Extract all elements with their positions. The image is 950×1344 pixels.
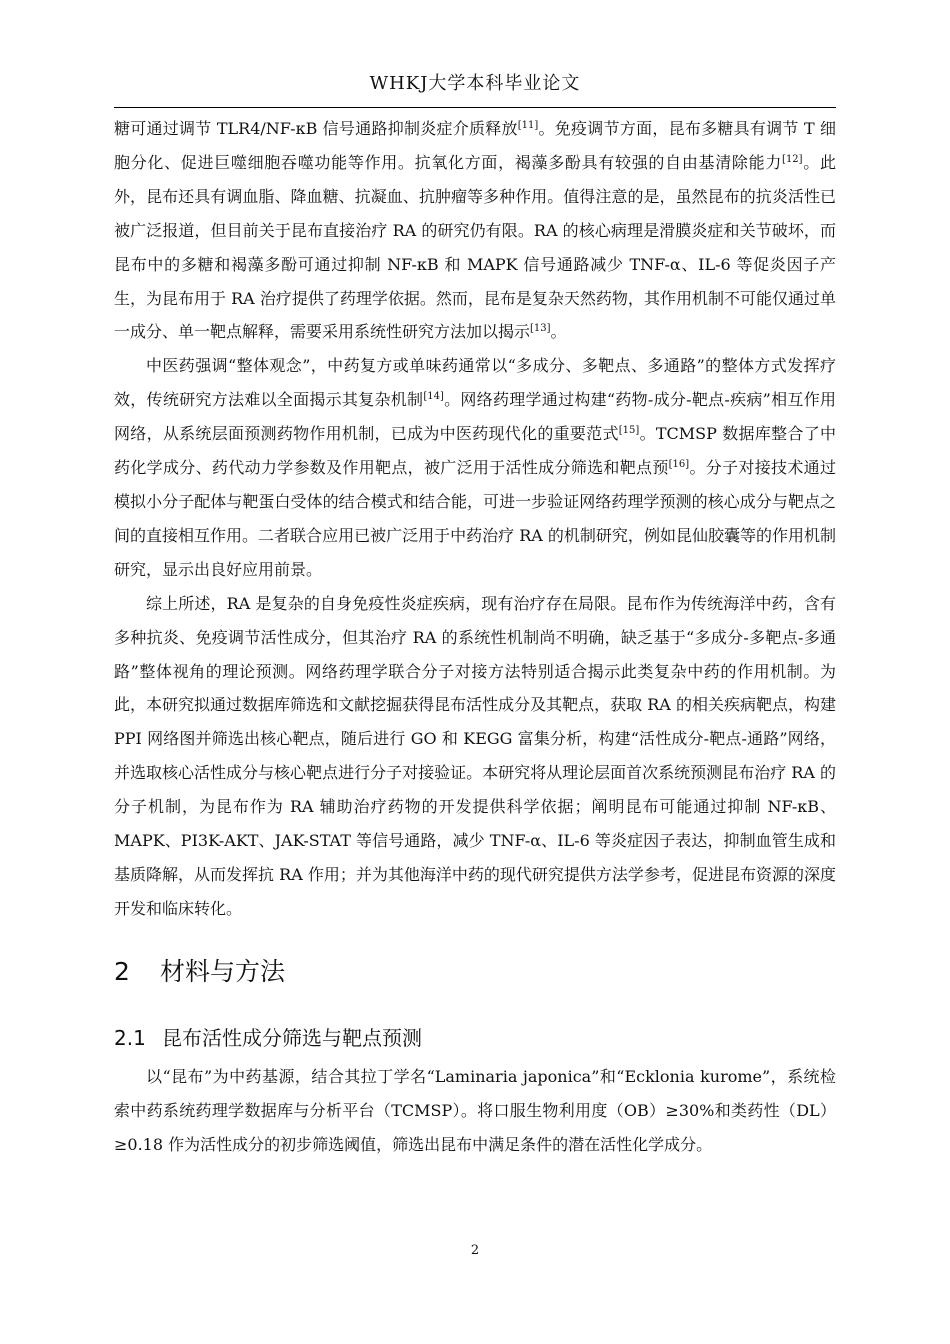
paragraph-text: 。TCMSP 数据库整合了中药化学成分、药代动力学参数及作用靶点，被广泛用于活性成分筛选和靶点预 bbox=[114, 424, 836, 478]
page-content bbox=[114, 112, 836, 1161]
citation-marker: [12] bbox=[782, 153, 803, 165]
body-paragraph bbox=[114, 112, 836, 349]
citation-marker: [11] bbox=[517, 120, 539, 131]
citation-marker: [13] bbox=[530, 323, 551, 335]
citation-marker: [15] bbox=[618, 425, 640, 437]
header-rule bbox=[114, 107, 836, 108]
subsection-number: 2.1 bbox=[114, 1025, 146, 1050]
section-title: 材料与方法 bbox=[160, 956, 286, 986]
subsection-title: 昆布活性成分筛选与靶点预测 bbox=[162, 1025, 422, 1050]
body-paragraph bbox=[114, 587, 836, 926]
body-paragraph bbox=[114, 349, 836, 586]
paragraph-text: 。免疫调节方面，昆布多糖具有调节 T 细胞分化、促进巨噬细胞吞噬功能等作用。抗氧化方面，褐藻多酚具有较强的自由基清除能力 bbox=[114, 119, 836, 172]
paragraph-text: 。此外，昆布还具有调血脂、降血糖、抗凝血、抗肿瘤等多种作用。值得注意的是，虽然昆布的抗炎活性已被广泛报道，但目前关于昆布直接治疗 RA 的研究仍有限。RA 的核心病理是滑膜炎症和关节破坏，而昆布中的多糖和褐藻多酚可通过抑制 NF-κB 和 MAPK 信号通路减少 TNF-α、IL-6 等促炎因子产生，为昆布用于 RA 治疗提供了药理学依据。然而，昆布是复杂天然药物，其作用机制不可能仅通过单一成分、单一靶点解释，需要采用系统性研究方法加以揭示 bbox=[114, 152, 836, 342]
subsection-paragraphs bbox=[114, 1060, 836, 1162]
paragraph-text: 。 bbox=[550, 322, 567, 342]
section-number: 2 bbox=[114, 956, 130, 986]
section-heading bbox=[114, 952, 836, 992]
paragraph-text: 中医药强调“整体观念”，中药复方或单味药通常以“多成分、多靶点、多通路”的整体方式发挥疗效，传统研究方法难以全面揭示其复杂机制 bbox=[114, 356, 836, 410]
page-header: WHKJ大学本科毕业论文 bbox=[369, 73, 581, 94]
page-number: 2 bbox=[470, 1243, 480, 1258]
citation-marker: [14] bbox=[423, 391, 444, 403]
paragraph-text: 。分子对接技术通过模拟小分子配体与靶蛋白受体的结合模式和结合能，可进一步验证网络药理学预测的核心成分与靶点之间的直接相互作用。二者联合应用已被广泛用于中药治疗 RA 的机制研究，例如昆仙胶囊等的作用机制研究，显示出良好应用前景。 bbox=[114, 458, 836, 579]
citation-marker: [16] bbox=[668, 459, 690, 471]
body-paragraph bbox=[114, 1060, 836, 1162]
paragraph-text: 以“昆布”为中药基源，结合其拉丁学名“Laminaria japonica”和“Ecklonia kurome”，系统检索中药系统药理学数据库与分析平台（TCMSP）。将口服生物利用度（OB）≥30%和类药性（DL）≥0.18 作为活性成分的初步筛选阈值，筛选出昆布中满足条件的潜在活性化学成分。 bbox=[114, 1066, 836, 1154]
paragraph-text: 糖可通过调节 TLR4/NF-κB 信号通路抑制炎症介质释放 bbox=[114, 119, 518, 138]
paragraph-text: 。网络药理学通过构建“药物-成分-靶点-疾病”相互作用网络，从系统层面预测药物作用机制，已成为中医药现代化的重要范式 bbox=[114, 390, 836, 444]
subsection-heading bbox=[114, 1022, 836, 1054]
paragraph-text: 综上所述，RA 是复杂的自身免疫性炎症疾病，现有治疗存在局限。昆布作为传统海洋中药，含有多种抗炎、免疫调节活性成分，但其治疗 RA 的系统性机制尚不明确，缺乏基于“多成分-多靶点-多通路”整体视角的理论预测。网络药理学联合分子对接方法特别适合揭示此类复杂中药的作用机制。为此，本研究拟通过数据库筛选和文献挖掘获得昆布活性成分及其靶点，获取 RA 的相关疾病靶点，构建 PPI 网络图并筛选出核心靶点，随后进行 GO 和 KEGG 富集分析，构建“活性成分-靶点-通路”网络，并选取核心活性成分与核心靶点进行分子对接验证。本研究将从理论层面首次系统预测昆布治疗 RA 的分子机制，为昆布作为 RA 辅助治疗药物的开发提供科学依据；阐明昆布可能通过抑制 NF-κB、MAPK、PI3K-AKT、JAK-STAT 等信号通路，减少 TNF-α、IL-6 等炎症因子表达，抑制血管生成和基质降解，从而发挥抗 RA 作用；并为其他海洋中药的现代研究提供方法学参考，促进昆布资源的深度开发和临床转化。 bbox=[114, 593, 836, 918]
intro-paragraphs bbox=[114, 112, 836, 926]
